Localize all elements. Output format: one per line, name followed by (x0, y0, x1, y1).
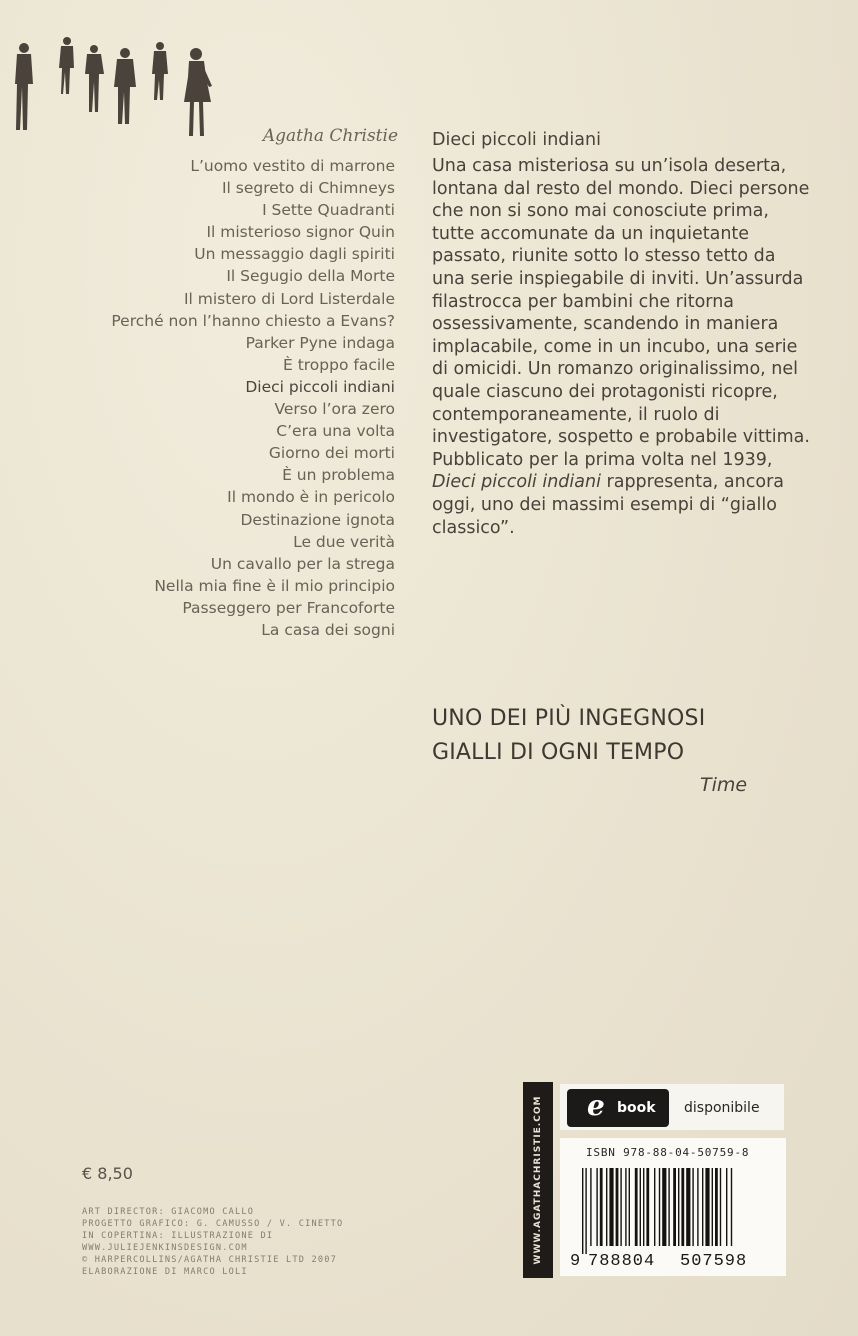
barcode-bar (678, 1168, 679, 1246)
list-item: Il mondo è in pericolo (227, 488, 395, 507)
barcode-bar (606, 1168, 607, 1246)
barcode-bar (620, 1168, 621, 1246)
list-item: È un problema (282, 466, 395, 485)
list-item: L’uomo vestito di marrone (190, 157, 395, 175)
credit-line: © HARPERCOLLINS/AGATHA CHRISTIE LTD 2007 (82, 1255, 337, 1265)
barcode-bar (646, 1168, 649, 1246)
ebook-availability-box (560, 1084, 784, 1130)
book-title: Dieci piccoli indiani (432, 130, 601, 150)
credit-line: ART DIRECTOR: GIACOMO CALLO (82, 1207, 255, 1217)
website-strip (523, 1082, 553, 1278)
ebook-logo (567, 1089, 669, 1127)
barcode-bar (590, 1168, 591, 1246)
silhouette-figures-illustration (8, 32, 218, 142)
ean-group-2: 507598 (680, 1252, 748, 1271)
review-quote (432, 702, 705, 770)
barcode-bar (715, 1168, 718, 1246)
list-item: I Sette Quadranti (262, 201, 395, 220)
book-blurb (432, 155, 812, 539)
blurb-italic-title: Dieci piccoli indiani (432, 472, 601, 493)
list-item: Parker Pyne indaga (245, 333, 395, 352)
barcode-bar (705, 1168, 709, 1246)
list-item: Un messaggio dagli spiriti (194, 245, 395, 264)
barcode-bar (643, 1168, 644, 1246)
quote-source: Time (700, 774, 748, 796)
list-item: Verso l’ora zero (274, 400, 395, 419)
barcode-bar (654, 1168, 655, 1246)
barcode-bar (625, 1168, 626, 1246)
credit-line: ELABORAZIONE DI MARCO LOLI (82, 1267, 248, 1277)
author-signature: Agatha Christie (262, 126, 398, 146)
list-item: Il mistero di Lord Listerdale (183, 289, 395, 308)
blurb-text-end: rappresenta, ancora oggi, uno dei massimi esempi di “giallo classico”. (432, 472, 784, 538)
list-item: Giorno dei morti (268, 444, 395, 463)
other-titles-list (111, 155, 395, 641)
barcode-bars (582, 1168, 766, 1254)
website-url: WWW.AGATHACHRISTIE.COM (533, 1095, 543, 1265)
list-item: La casa dei sogni (261, 620, 395, 639)
barcode-bar (616, 1168, 619, 1246)
barcode-bar (635, 1168, 638, 1246)
barcode-bar (600, 1168, 603, 1246)
barcode-bar (702, 1168, 703, 1246)
blurb-text: Una casa misteriosa su un’isola deserta, lontana dal resto del mondo. Dieci persone che non si sono mai conosciute prima, tutte accomunate da un inquietante passato, riunite sotto lo stesso tetto da una serie inspiegabile di inviti. Un’assurda filastrocca per bambini che ritorna ossessivamente, scandendo in maniera implacabile, come in un incubo, una serie di omicidi. Un romanzo originalissimo, nel quale ciascuno dei protagonisti ricopre, contemporaneamente, il ruolo di investigatore, sospetto e probabile vittima. Pubblicato per la prima volta nel 1939, (432, 156, 810, 470)
list-item: Perché non l’hanno chiesto a Evans? (111, 311, 395, 330)
credit-line: IN COPERTINA: ILLUSTRAZIONE DI (82, 1231, 274, 1241)
list-item: Il segreto di Chimneys (221, 179, 395, 198)
barcode-box (560, 1138, 786, 1276)
isbn-number: ISBN 978-88-04-50759-8 (586, 1146, 750, 1159)
barcode-bar (720, 1168, 721, 1246)
barcode-bar (585, 1168, 586, 1254)
barcode-bar (712, 1168, 713, 1246)
credits-block (82, 1206, 343, 1278)
list-item: Passeggero per Francoforte (182, 598, 395, 617)
barcode-bar (681, 1168, 684, 1246)
list-item-current-title: Dieci piccoli indiani (245, 377, 395, 396)
barcode-bar (662, 1168, 666, 1246)
ean-group-1: 788804 (588, 1252, 656, 1271)
list-item: Le due verità (293, 532, 395, 551)
credit-line: WWW.JULIEJENKINSDESIGN.COM (82, 1243, 248, 1253)
quote-line-1: UNO DEI PIÙ INGEGNOSI (432, 706, 706, 731)
barcode-bar (609, 1168, 613, 1246)
list-item: È troppo facile (282, 355, 395, 374)
price: € 8,50 (82, 1164, 133, 1183)
barcode-bar (697, 1168, 698, 1246)
barcode-bar (731, 1168, 732, 1246)
barcode-bar (629, 1168, 630, 1246)
list-item: Il misterioso signor Quin (206, 223, 395, 242)
list-item: Destinazione ignota (240, 510, 395, 529)
credit-line: PROGETTO GRAFICO: G. CAMUSSO / V. CINETTO (82, 1219, 344, 1229)
ebook-e-icon: e (587, 1089, 605, 1122)
barcode-bar (692, 1168, 693, 1246)
barcode-bar (640, 1168, 641, 1246)
barcode-bar (673, 1168, 676, 1246)
barcode-bar (668, 1168, 669, 1246)
barcode-bar (686, 1168, 690, 1246)
list-item: C’era una volta (276, 422, 395, 441)
barcode-bar (596, 1168, 597, 1246)
quote-line-2: GIALLI DI OGNI TEMPO (432, 740, 685, 765)
ebook-availability-label: disponibile (684, 1100, 760, 1116)
list-item: Il Segugio della Morte (226, 267, 395, 286)
barcode-bar (582, 1168, 583, 1254)
barcode-bar (659, 1168, 660, 1246)
list-item: Un cavallo per la strega (210, 554, 395, 573)
ean-first-digit: 9 (570, 1252, 581, 1271)
ebook-word: book (617, 1100, 656, 1116)
list-item: Nella mia fine è il mio principio (154, 576, 395, 595)
barcode-bar (726, 1168, 727, 1246)
